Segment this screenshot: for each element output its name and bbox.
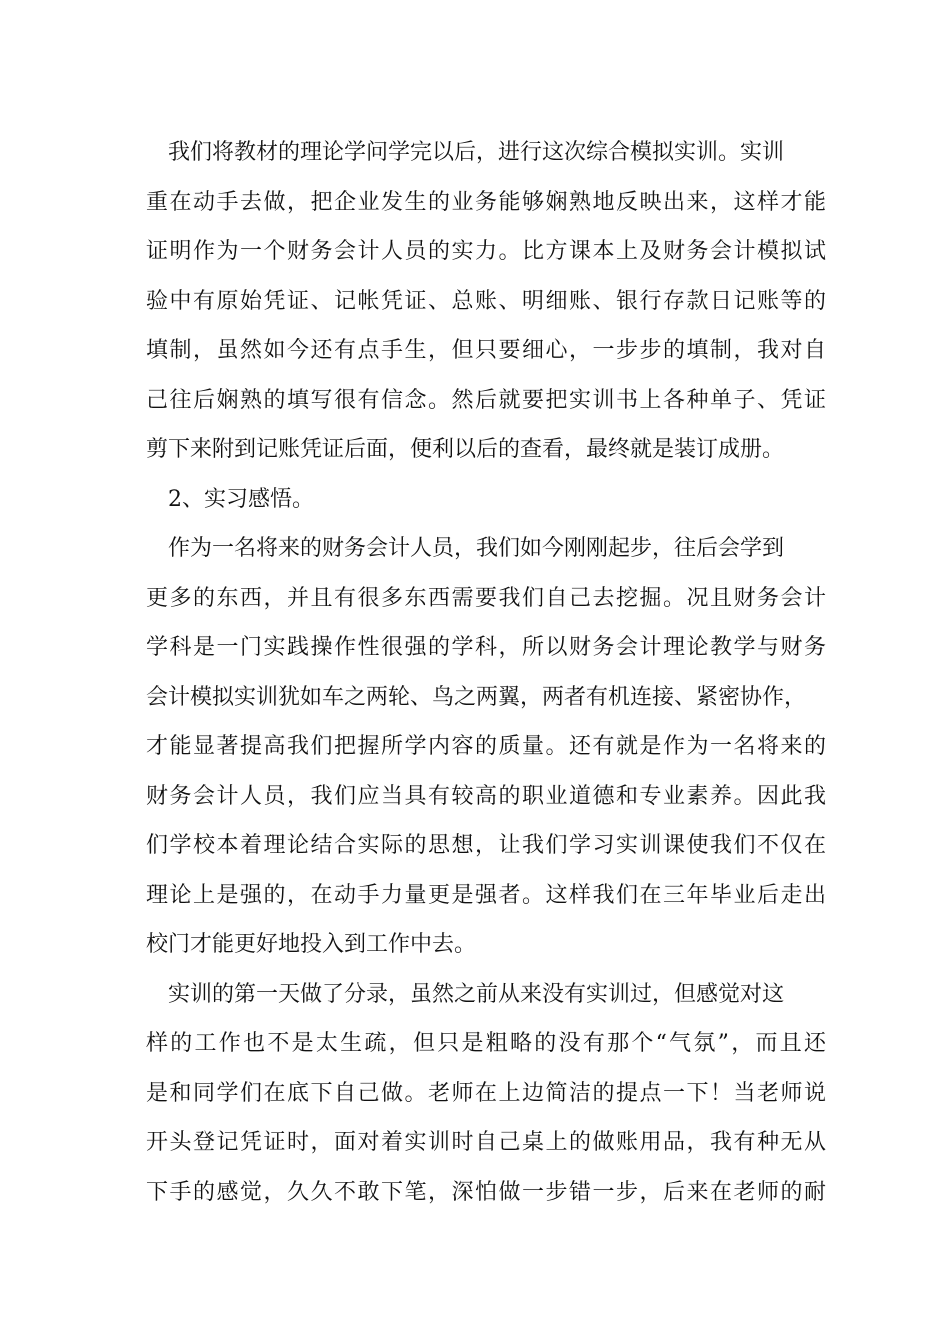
text-line: 们学校本着理论结合实际的思想，让我们学习实训课使我们不仅在 [146,833,826,858]
text-line: 重在动手去做，把企业发生的业务能够娴熟地反映出来，这样才能 [146,189,826,215]
text-line: 会计模拟实训犹如车之两轮、鸟之两翼，两者有机连接、紧密协作， [146,684,807,710]
text-line: 证明作为一个财务会计人员的实力。比方课本上及财务会计模拟试 [146,239,826,264]
text-line: 样的工作也不是太生疏，但只是粗略的没有那个“气氛”，而且还 [146,1031,826,1056]
text-line: 实训的第一天做了分录，虽然之前从来没有实训过，但感觉对这 [168,981,785,1007]
text-line: 填制，虽然如今还有点手生，但只要细心，一步步的填制，我对自 [146,338,826,363]
text-line: 下手的感觉，久久不敢下笔，深怕做一步错一步，后来在老师的耐 [146,1179,826,1205]
text-line: 才能显著提高我们把握所学内容的质量。还有就是作为一名将来的 [146,734,826,759]
text-line: 作为一名将来的财务会计人员，我们如今刚刚起步，往后会学到 [168,536,785,561]
text-line: 开头登记凭证时，面对着实训时自己桌上的做账用品，我有种无从 [146,1130,826,1155]
document-body [146,128,826,1217]
text-line: 理论上是强的，在动手力量更是强者。这样我们在三年毕业后走出 [146,882,826,908]
text-line: 财务会计人员，我们应当具有较高的职业道德和专业素养。因此我 [146,783,826,809]
text-line: 我们将教材的理论学问学完以后，进行这次综合模拟实训。实训 [168,140,785,165]
text-line: 学科是一门实践操作性很强的学科，所以财务会计理论教学与财务 [146,635,826,660]
text-line: 己往后娴熟的填写很有信念。然后就要把实训书上各种单子、凭证 [146,387,826,413]
text-line: 剪下来附到记账凭证后面，便利以后的查看，最终就是装订成册。 [146,437,785,462]
section-heading: 2、实习感悟。 [168,486,314,512]
text-line: 验中有原始凭证、记帐凭证、总账、明细账、银行存款日记账等的 [146,288,826,314]
text-line: 是和同学们在底下自己做。老师在上边简洁的提点一下！当老师说 [146,1080,826,1106]
text-line: 更多的东西，并且有很多东西需要我们自己去挖掘。况且财务会计 [146,585,826,611]
text-line: 校门才能更好地投入到工作中去。 [146,932,477,957]
